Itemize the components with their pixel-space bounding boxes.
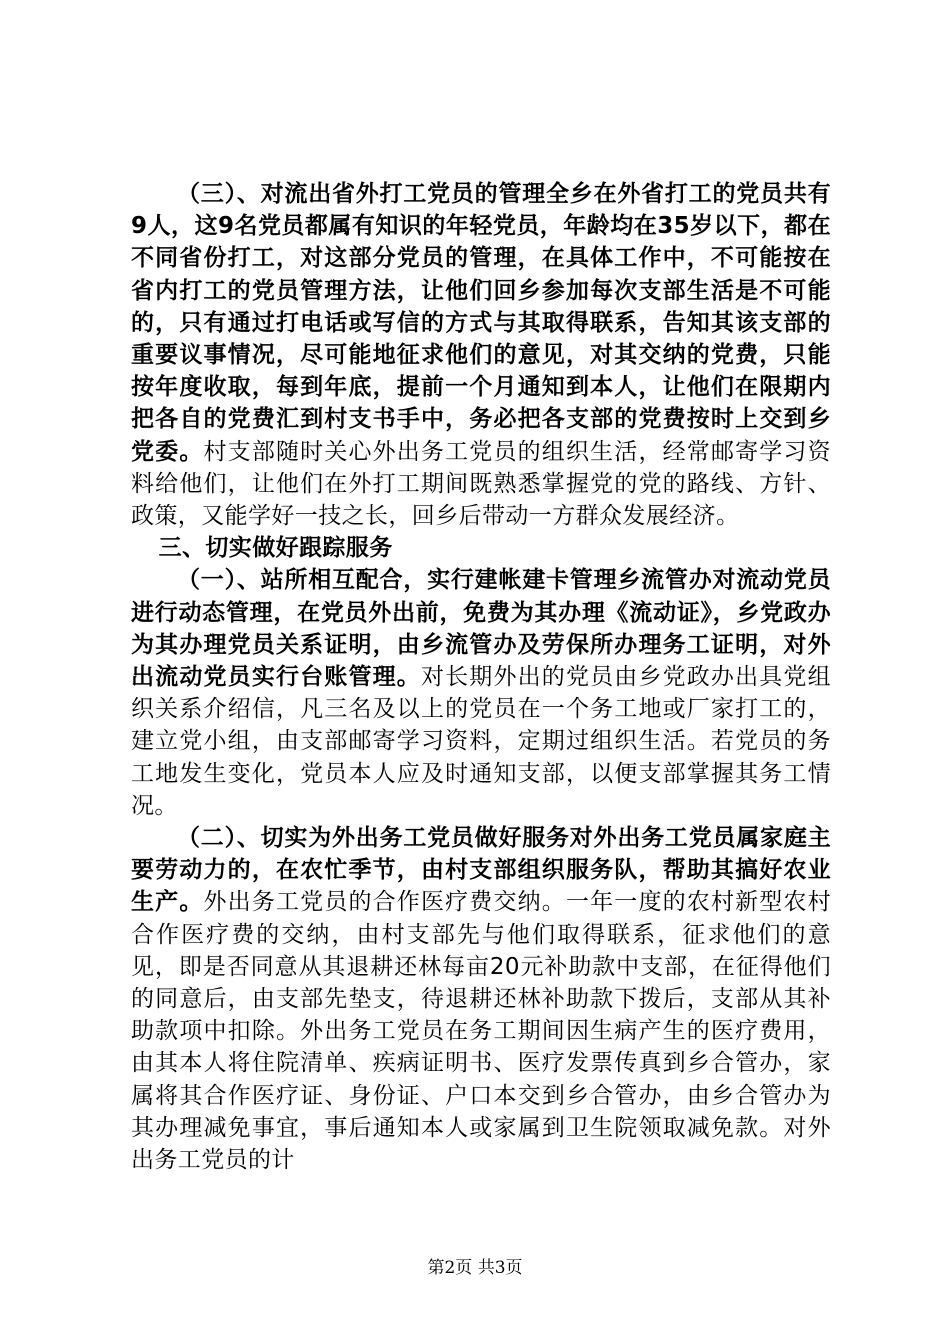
document-body — [131, 178, 831, 1176]
paragraph-bold-text: （三）、对流出省外打工党员的管理全乡在外省打工的党员共有9人，这9名党员都属有知识的年轻党员，年龄均在35岁以下，都在不同省份打工，对这部分党员的管理，在具体工作中，不可能按在省内打工的党员管理方法，让他们回乡参加每次支部生活是不可能的，只有通过打电话或写信的方式与其取得联系，告知其该支部的重要议事情况，尽可能地征求他们的意见，对其交纳的党费，只能按年度收取，每到年底，提前一个月通知到本人，让他们在限期内把各自的党费汇到村支书手中，务必把各支部的党费按时上交到乡党委。 — [131, 181, 831, 465]
paragraph-regular-text: 村支部随时关心外出务工党员的组织生活，经常邮寄学习资料给他们，让他们在外打工期间既熟悉掌握党的党的路线、方针、政策，又能学好一技之长，回乡后带动一方群众发展经济。 — [131, 438, 831, 530]
paragraph-regular-text: 对长期外出的党员由乡党政办出具党组织关系介绍信，凡三名及以上的党员在一个务工地或厂家打工的，建立党小组，由支部邮寄学习资料，定期过组织生活。若党员的务工地发生变化，党员本人应及时通知支部，以便支部掌握其务工情况。 — [131, 664, 831, 819]
paragraph-subsection-2 — [131, 822, 831, 1176]
heading-text: 三、切实做好跟踪服务 — [158, 535, 393, 562]
paragraph-bold-text: （二）、切实为外出务工党员做好服务对外出务工党员属家庭主要劳动力的，在农忙季节，由村支部组织服务队，帮助其搞好农业生产。 — [131, 825, 831, 916]
paragraph-regular-text: 外出务工党员的合作医疗费交纳。一年一度的农村新型农村合作医疗费的交纳，由村支部先与他们取得联系，征求他们的意见，即是否同意从其退耕还林每亩20元补助款中支部，在征得他们的同意后，由支部先垫支，待退耕还林补助款下拨后，支部从其补助款项中扣除。外出务工党员在务工期间因生病产生的医疗费用，由其本人将住院清单、疾病证明书、医疗发票传真到乡合管办，家属将其合作医疗证、身份证、户口本交到乡合管办，由乡合管办为其办理减免事宜，事后通知本人或家属到卫生院领取减免款。对外出务工党员的计 — [131, 889, 831, 1174]
paragraph-section-3 — [131, 178, 831, 532]
page-footer — [0, 1253, 950, 1278]
section-heading-tracking-service — [131, 532, 831, 564]
page-number-label: 第2页 共3页 — [427, 1258, 523, 1278]
paragraph-bold-text: （一）、站所相互配合，实行建帐建卡管理乡流管办对流动党员进行动态管理，在党员外出前，免费为其办理《流动证》，乡党政办为其办理党员关系证明，由乡流管办及劳保所办理务工证明，对外出流动党员实行台账管理。 — [131, 567, 831, 691]
paragraph-subsection-1 — [131, 564, 831, 822]
